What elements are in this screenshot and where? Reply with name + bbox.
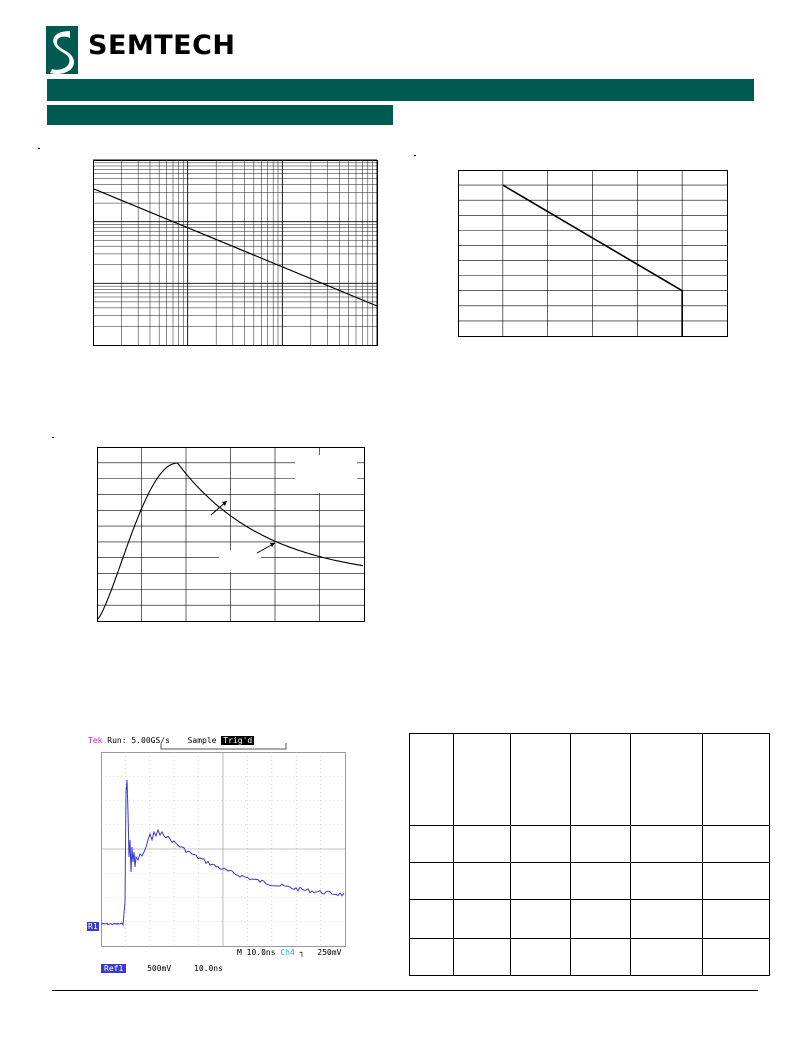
- plot-frame: [459, 171, 728, 337]
- log-log-chart: [93, 160, 378, 346]
- scope-ref-time: 10.0ns: [194, 964, 223, 973]
- plot-frame: [94, 161, 378, 346]
- figure-marker: [52, 437, 54, 438]
- table-cell: [511, 734, 571, 826]
- section-bar: [47, 105, 393, 125]
- figure-marker: [38, 148, 40, 149]
- table-cell: [454, 734, 511, 826]
- scope-timebase: M 10.0ns: [237, 948, 276, 957]
- legend-box: [295, 455, 357, 493]
- table-row: [410, 900, 770, 939]
- table-cell: [410, 734, 454, 826]
- table-cell: [703, 734, 770, 826]
- derating-chart: [458, 170, 728, 337]
- brand-name: SEMTECH: [88, 30, 236, 61]
- scope-ref-volts: 500mV: [147, 964, 172, 973]
- scope-run: Run: 5.00GS/s: [107, 736, 170, 745]
- scope-screen: [101, 752, 346, 947]
- footer-rule: [52, 990, 758, 991]
- scope-ref-marker: R1: [88, 922, 98, 931]
- scope-trigger-level: 250mV: [317, 948, 342, 957]
- specification-table: [409, 733, 770, 976]
- annotation-box: [219, 550, 261, 572]
- title-bar: [47, 79, 754, 101]
- scope-mode: Sample: [187, 736, 217, 745]
- scope-brand: Tek: [88, 736, 103, 745]
- table-cell: [631, 734, 703, 826]
- scope-slope-icon: ┐: [299, 948, 305, 957]
- oscilloscope-capture: [85, 734, 355, 974]
- table-cell: [571, 734, 631, 826]
- scope-bracket: [160, 743, 288, 751]
- scope-frame: [102, 753, 346, 947]
- table-row: [410, 939, 770, 976]
- figure-marker: [414, 155, 416, 156]
- pulse-waveform-chart: [97, 447, 365, 622]
- scope-trig: Trig'd: [223, 736, 253, 745]
- semtech-logo-icon: [46, 26, 78, 74]
- table-row: [410, 826, 770, 863]
- table-row: [410, 863, 770, 900]
- scope-ref-label: Ref1: [101, 964, 126, 973]
- series-line: [94, 189, 377, 306]
- scope-channel: Ch4: [280, 948, 295, 957]
